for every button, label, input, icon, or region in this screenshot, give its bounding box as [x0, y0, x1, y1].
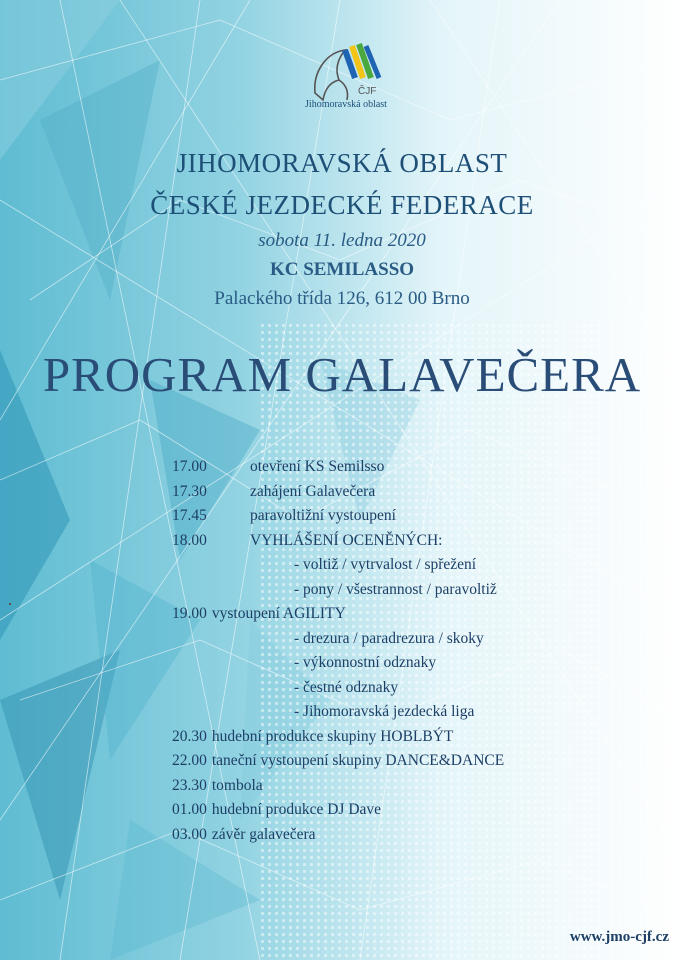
program-item [172, 529, 504, 554]
org-line-2: ČESKÉ JEZDECKÉ FEDERACE [150, 190, 534, 220]
program-item [172, 774, 504, 799]
program-item [172, 627, 504, 652]
event-venue: KC SEMILASSO [269, 259, 415, 280]
program-item [172, 725, 504, 750]
program-item [172, 700, 504, 725]
program-time: 03.00 [172, 825, 207, 843]
program-time: 17.45 [172, 507, 207, 524]
logo-caption: Jihomoravská oblast [305, 99, 387, 110]
program-subitem: - pony / všestrannost / paravoltiž [294, 580, 497, 598]
program-item [172, 504, 504, 529]
program-item [172, 651, 504, 676]
program-text: paravoltižní vystoupení [250, 507, 396, 524]
program-item [172, 578, 504, 603]
program-subitem: - výkonnostní odznaky [294, 654, 437, 671]
program-item [172, 553, 504, 578]
program-item [172, 676, 504, 701]
footer-url-link[interactable]: www.jmo-cjf.cz [569, 929, 669, 945]
event-date: sobota 11. ledna 2020 [258, 230, 426, 251]
program-item [172, 823, 504, 848]
program-time: 18.00 [172, 531, 207, 549]
program-time: 20.30 [172, 727, 207, 745]
program-time: 23.30 [172, 776, 207, 794]
program-text: zahájení Galavečera [250, 482, 376, 500]
program-text: závěr galavečera [211, 825, 316, 843]
program-time: 17.00 [172, 458, 207, 475]
program-item [172, 602, 504, 627]
program-item [172, 798, 504, 823]
program-text: taneční vystoupení skupiny DANCE&DANCE [211, 752, 505, 769]
program-subitem: - drezura / paradrezura / skoky [294, 629, 484, 647]
stray-dot [9, 603, 11, 605]
program-item [172, 455, 504, 480]
svg-text:ČJF: ČJF [358, 86, 377, 97]
program-list [172, 455, 504, 847]
program-text: hudební produkce DJ Dave [211, 801, 382, 818]
program-subitem: - voltiž / vytrvalost / spřežení [294, 556, 477, 573]
program-text: hudební produkce skupiny HOBLBÝT [211, 727, 454, 745]
org-line-1: JIHOMORAVSKÁ OBLAST [176, 148, 508, 178]
program-text: tombola [211, 776, 263, 794]
program-text: VYHLÁŠENÍ OCENĚNÝCH: [250, 531, 443, 549]
program-time: 22.00 [172, 752, 207, 769]
program-text: otevření KS Semilsso [250, 458, 385, 475]
program-subitem: - čestné odznaky [294, 678, 399, 696]
program-time: 01.00 [172, 801, 207, 818]
page-title: PROGRAM GALAVEČERA [42, 347, 642, 402]
program-item [172, 480, 504, 505]
event-address: Palackého třída 126, 612 00 Brno [214, 288, 470, 309]
program-item [172, 749, 504, 774]
program-time: 19.00 [172, 605, 207, 622]
program-subitem: - Jihomoravská jezdecká liga [294, 703, 475, 720]
program-time: 17.30 [172, 482, 207, 500]
program-text: vystoupení AGILITY [211, 605, 346, 622]
